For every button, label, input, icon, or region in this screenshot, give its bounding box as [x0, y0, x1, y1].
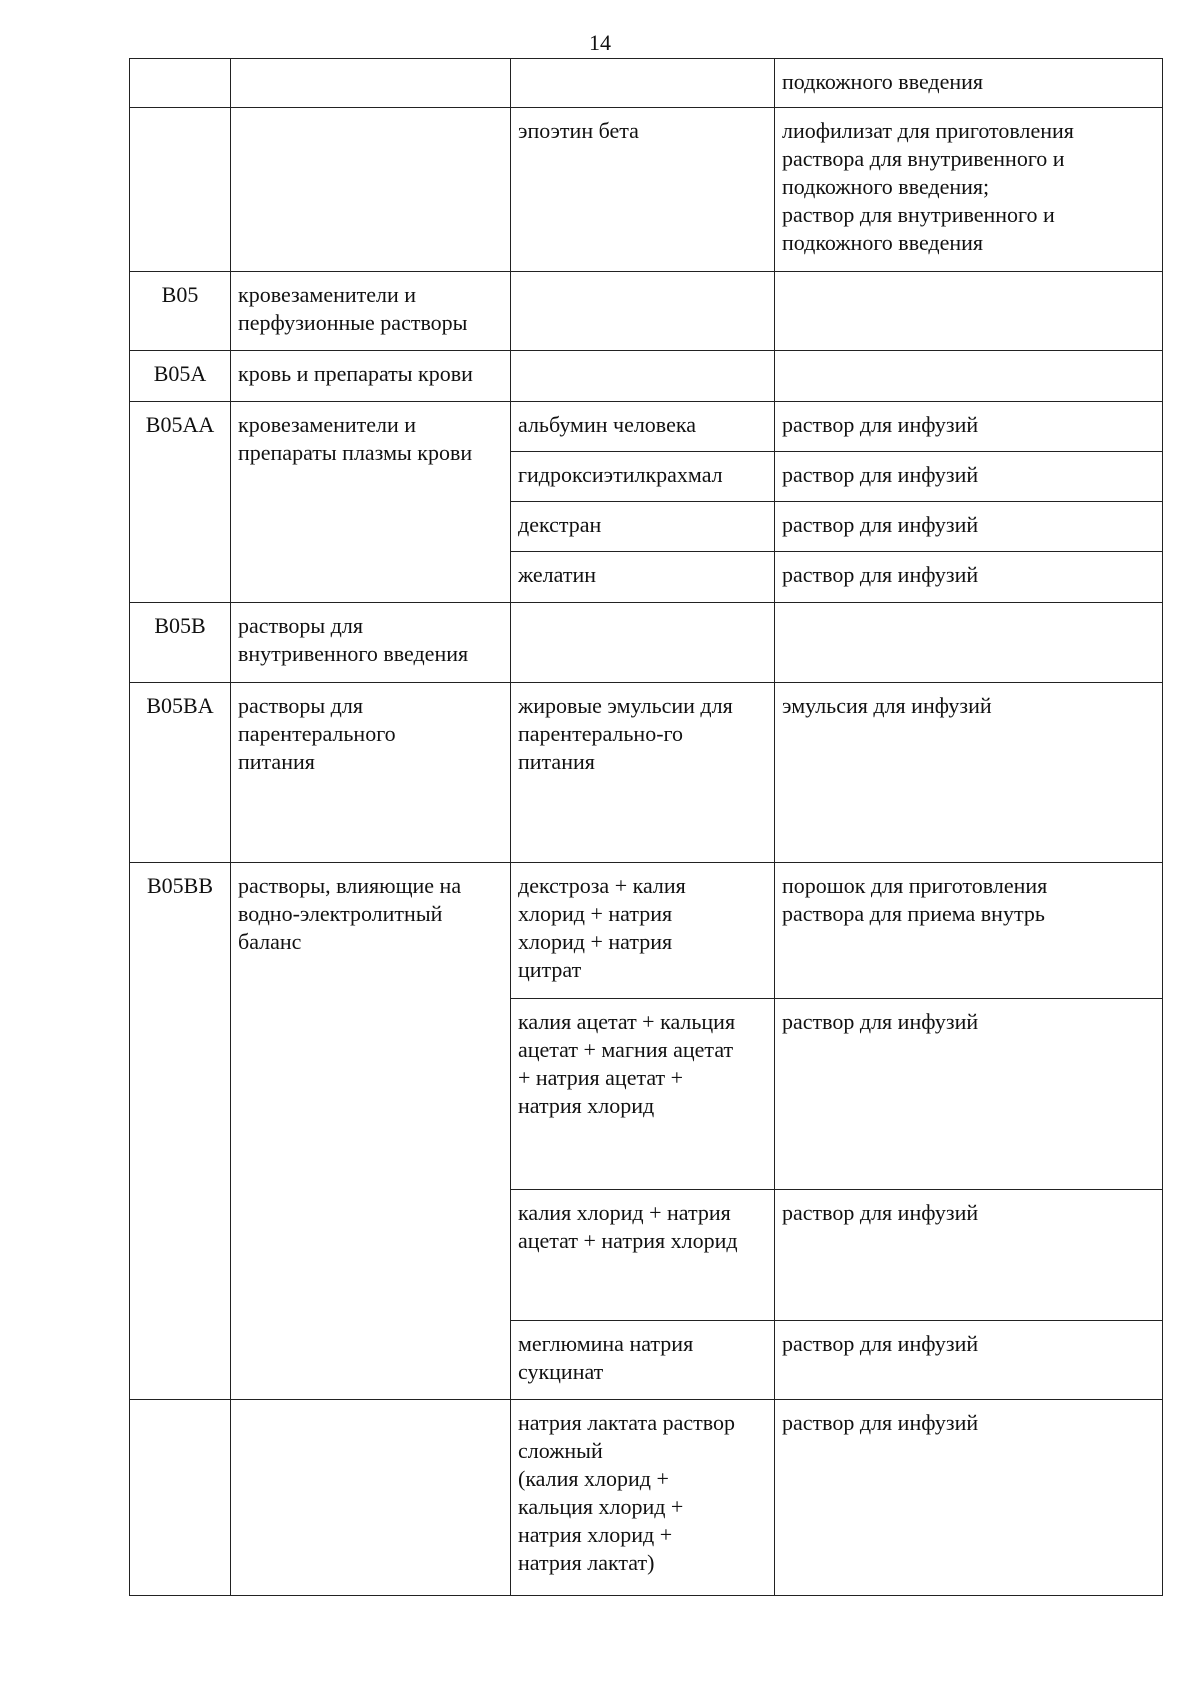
- drug-name-cell: калия хлорид + натрия ацетат + натрия хлорид: [511, 1190, 775, 1321]
- drug-name-cell: альбумин человека: [511, 402, 775, 452]
- page-number: 14: [589, 30, 611, 55]
- drug-name-cell: желатин: [511, 552, 775, 603]
- dosage-form-cell: раствор для инфузий: [775, 452, 1163, 502]
- drug-name-cell: декстроза + калия хлорид + натрия хлорид + натрия цитрат: [511, 863, 775, 999]
- table-row: [130, 59, 1163, 108]
- table-row: [130, 863, 1163, 999]
- drug-name-cell: гидроксиэтилкрахмал: [511, 452, 775, 502]
- drug-name-cell: декстран: [511, 502, 775, 552]
- table-row: [130, 272, 1163, 351]
- atc-code-cell: B05BA: [130, 683, 231, 863]
- dosage-form-cell: раствор для инфузий: [775, 402, 1163, 452]
- atc-code-cell: B05B: [130, 603, 231, 683]
- dosage-form-cell: эмульсия для инфузий: [775, 683, 1163, 863]
- drug-name-cell: калия ацетат + кальция ацетат + магния ацетат + натрия ацетат + натрия хлорид: [511, 999, 775, 1190]
- dosage-form-cell: раствор для инфузий: [775, 1321, 1163, 1400]
- group-name-cell: [231, 108, 511, 272]
- table-row: [130, 402, 1163, 452]
- drug-name-cell: [511, 603, 775, 683]
- drug-name-cell: [511, 351, 775, 402]
- drug-table: [129, 58, 1163, 1596]
- table-row: [130, 351, 1163, 402]
- dosage-form-cell: раствор для инфузий: [775, 552, 1163, 603]
- group-name-cell: [231, 59, 511, 108]
- dosage-form-cell: раствор для инфузий: [775, 999, 1163, 1190]
- dosage-form-cell: раствор для инфузий: [775, 1400, 1163, 1596]
- dosage-form-cell: раствор для инфузий: [775, 1190, 1163, 1321]
- atc-code-cell: B05A: [130, 351, 231, 402]
- atc-code-cell: [130, 1400, 231, 1596]
- dosage-form-cell: [775, 272, 1163, 351]
- drug-name-cell: эпоэтин бета: [511, 108, 775, 272]
- drug-name-cell: меглюмина натрия сукцинат: [511, 1321, 775, 1400]
- atc-code-cell: B05BB: [130, 863, 231, 1400]
- dosage-form-cell: раствор для инфузий: [775, 502, 1163, 552]
- group-name-cell: [231, 1400, 511, 1596]
- table-row: [130, 108, 1163, 272]
- table-row: [130, 603, 1163, 683]
- group-name-cell: кровезаменители и препараты плазмы крови: [231, 402, 511, 603]
- atc-code-cell: [130, 59, 231, 108]
- drug-name-cell: жировые эмульсии для парентерально-го питания: [511, 683, 775, 863]
- group-name-cell: растворы для внутривенного введения: [231, 603, 511, 683]
- group-name-cell: растворы, влияющие на водно-электролитный баланс: [231, 863, 511, 1400]
- drug-name-cell: натрия лактата раствор сложный (калия хлорид + кальция хлорид + натрия хлорид + натрия лактат): [511, 1400, 775, 1596]
- group-name-cell: кровезаменители и перфузионные растворы: [231, 272, 511, 351]
- dosage-form-cell: лиофилизат для приготовления раствора для внутривенного и подкожного введения; раствор для внутривенного и подкожного введения: [775, 108, 1163, 272]
- atc-code-cell: [130, 108, 231, 272]
- atc-code-cell: B05: [130, 272, 231, 351]
- drug-name-cell: [511, 272, 775, 351]
- group-name-cell: кровь и препараты крови: [231, 351, 511, 402]
- atc-code-cell: B05AA: [130, 402, 231, 603]
- dosage-form-cell: [775, 603, 1163, 683]
- drug-name-cell: [511, 59, 775, 108]
- table-row: [130, 1400, 1163, 1596]
- table-row: [130, 683, 1163, 863]
- group-name-cell: растворы для парентерального питания: [231, 683, 511, 863]
- dosage-form-cell: порошок для приготовления раствора для приема внутрь: [775, 863, 1163, 999]
- dosage-form-cell: подкожного введения: [775, 59, 1163, 108]
- dosage-form-cell: [775, 351, 1163, 402]
